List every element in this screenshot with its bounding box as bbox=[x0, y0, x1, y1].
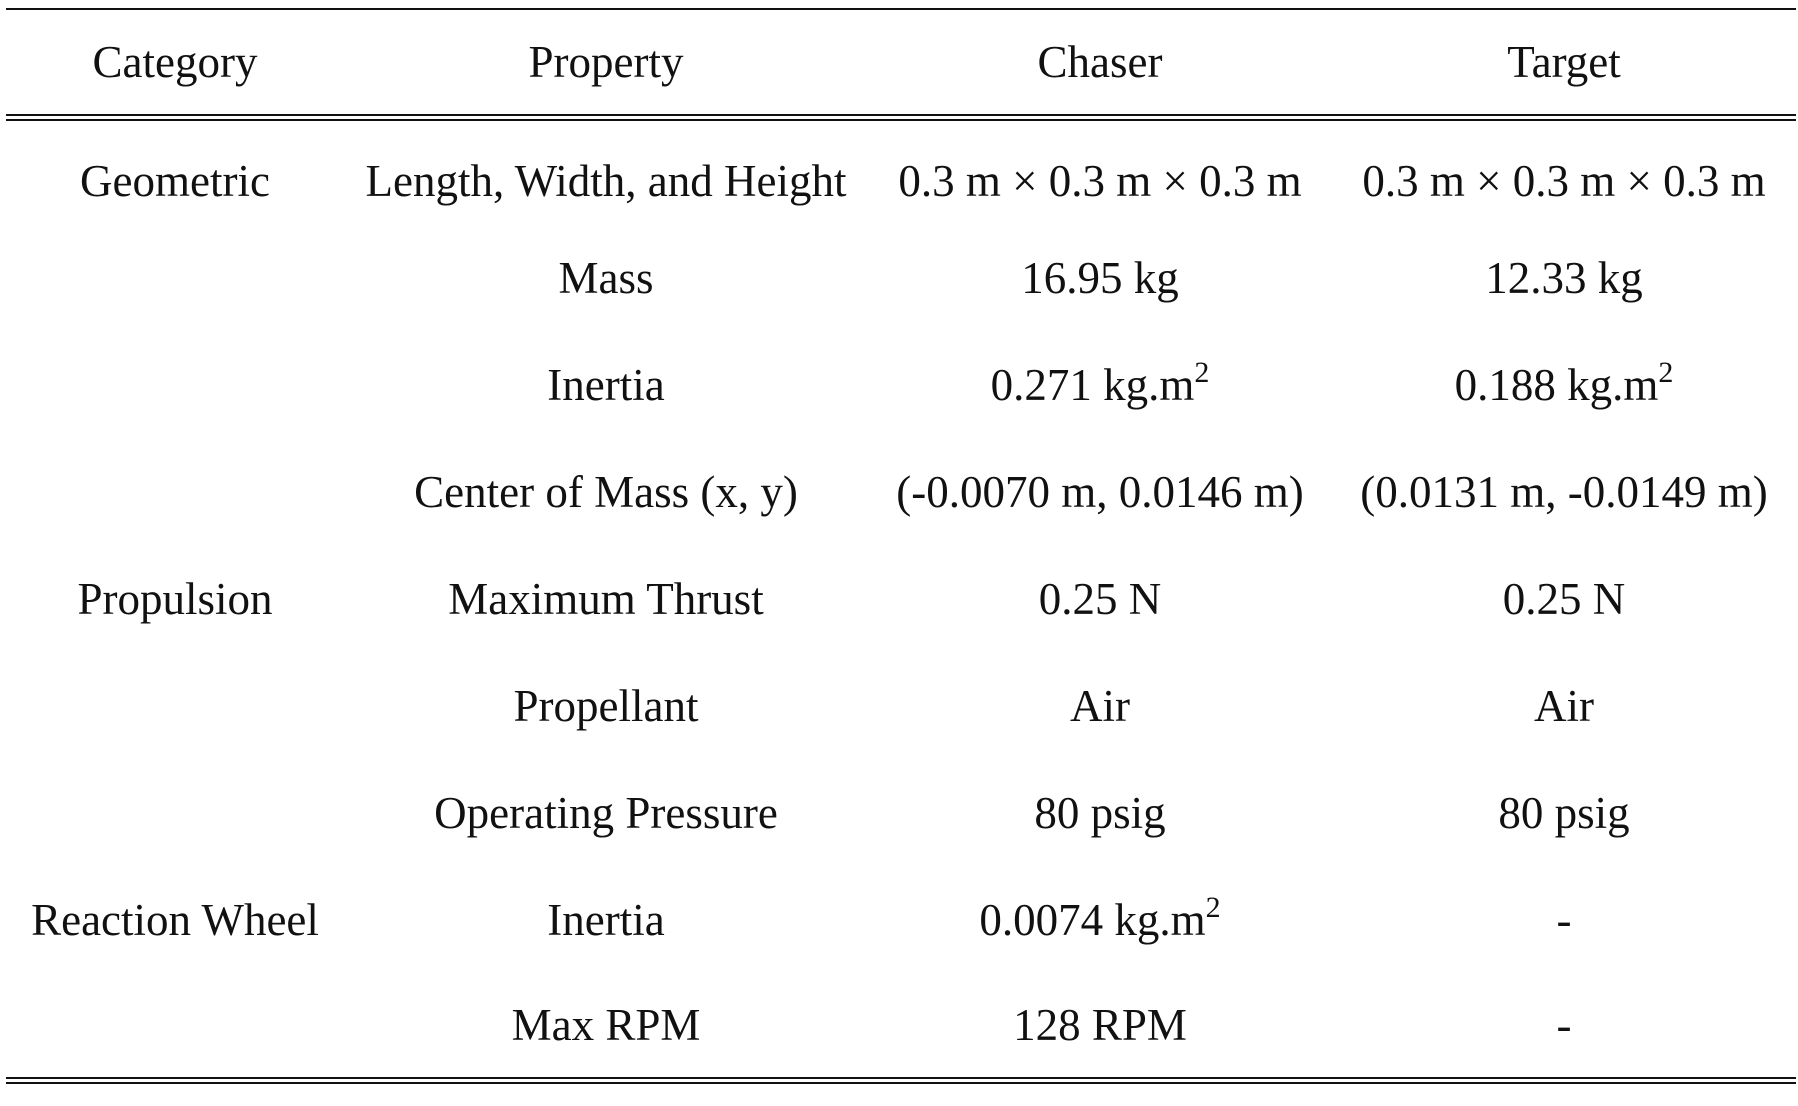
cell-property: Mass bbox=[558, 252, 654, 303]
cell-target: - bbox=[1556, 894, 1572, 945]
table-row bbox=[6, 224, 1796, 331]
cell-property: Inertia bbox=[547, 894, 665, 945]
cell-target: - bbox=[1332, 973, 1796, 1080]
cell-category bbox=[6, 973, 344, 1080]
cell-category: Reaction Wheel bbox=[31, 894, 319, 945]
header-row bbox=[6, 9, 1796, 117]
cell-property: Max RPM bbox=[344, 973, 868, 1080]
cell-category bbox=[6, 331, 344, 438]
table-row bbox=[6, 759, 1796, 866]
table-row bbox=[6, 331, 1796, 438]
cell-target: 80 psig bbox=[1498, 787, 1630, 838]
cell-target: 12.33 kg bbox=[1485, 252, 1643, 303]
table-header bbox=[6, 9, 1796, 117]
superscript: 2 bbox=[1194, 355, 1210, 389]
cell-chaser-value: 0.0074 kg.m bbox=[979, 894, 1206, 945]
cell-chaser: 80 psig bbox=[1034, 787, 1166, 838]
cell-property: Maximum Thrust bbox=[448, 573, 764, 624]
cell-target: Air bbox=[1534, 680, 1594, 731]
cell-category bbox=[6, 652, 344, 759]
cell-property: Inertia bbox=[547, 359, 665, 410]
cell-category bbox=[6, 759, 344, 866]
superscript: 2 bbox=[1205, 890, 1221, 924]
cell-target-value: 0.188 kg.m bbox=[1454, 359, 1659, 410]
table-row bbox=[6, 866, 1796, 973]
cell-property: Center of Mass (x, y) bbox=[414, 466, 798, 517]
header-target: Target bbox=[1332, 9, 1796, 117]
table-row bbox=[6, 545, 1796, 652]
cell-chaser: 16.95 kg bbox=[1021, 252, 1179, 303]
cell-category bbox=[6, 438, 344, 545]
cell-chaser bbox=[868, 866, 1332, 973]
table-row bbox=[6, 438, 1796, 545]
cell-category: Geometric bbox=[80, 156, 270, 207]
cell-chaser: (-0.0070 m, 0.0146 m) bbox=[896, 466, 1304, 517]
superscript: 2 bbox=[1658, 355, 1674, 389]
cell-property: Length, Width, and Height bbox=[365, 156, 847, 207]
cell-chaser: Air bbox=[1070, 680, 1130, 731]
cell-target: (0.0131 m, -0.0149 m) bbox=[1360, 466, 1768, 517]
cell-category: Propulsion bbox=[77, 573, 273, 624]
header-category: Category bbox=[6, 9, 344, 117]
table-body bbox=[6, 117, 1796, 1080]
header-chaser: Chaser bbox=[868, 9, 1332, 117]
table-row bbox=[6, 652, 1796, 759]
cell-property: Operating Pressure bbox=[434, 787, 778, 838]
cell-chaser bbox=[868, 331, 1332, 438]
cell-category bbox=[6, 224, 344, 331]
cell-chaser: 128 RPM bbox=[868, 973, 1332, 1080]
header-property: Property bbox=[344, 9, 868, 117]
cell-target: 0.25 N bbox=[1502, 573, 1626, 624]
cell-property: Propellant bbox=[513, 680, 699, 731]
table-row bbox=[6, 117, 1796, 224]
table-row bbox=[6, 973, 1796, 1080]
cell-target: 0.3 m × 0.3 m × 0.3 m bbox=[1362, 156, 1766, 207]
cell-chaser: 0.3 m × 0.3 m × 0.3 m bbox=[898, 156, 1302, 207]
properties-table bbox=[6, 8, 1796, 1084]
properties-table-container bbox=[6, 8, 1796, 1084]
cell-chaser: 0.25 N bbox=[1038, 573, 1162, 624]
cell-chaser-value: 0.271 kg.m bbox=[990, 359, 1195, 410]
cell-target bbox=[1332, 331, 1796, 438]
